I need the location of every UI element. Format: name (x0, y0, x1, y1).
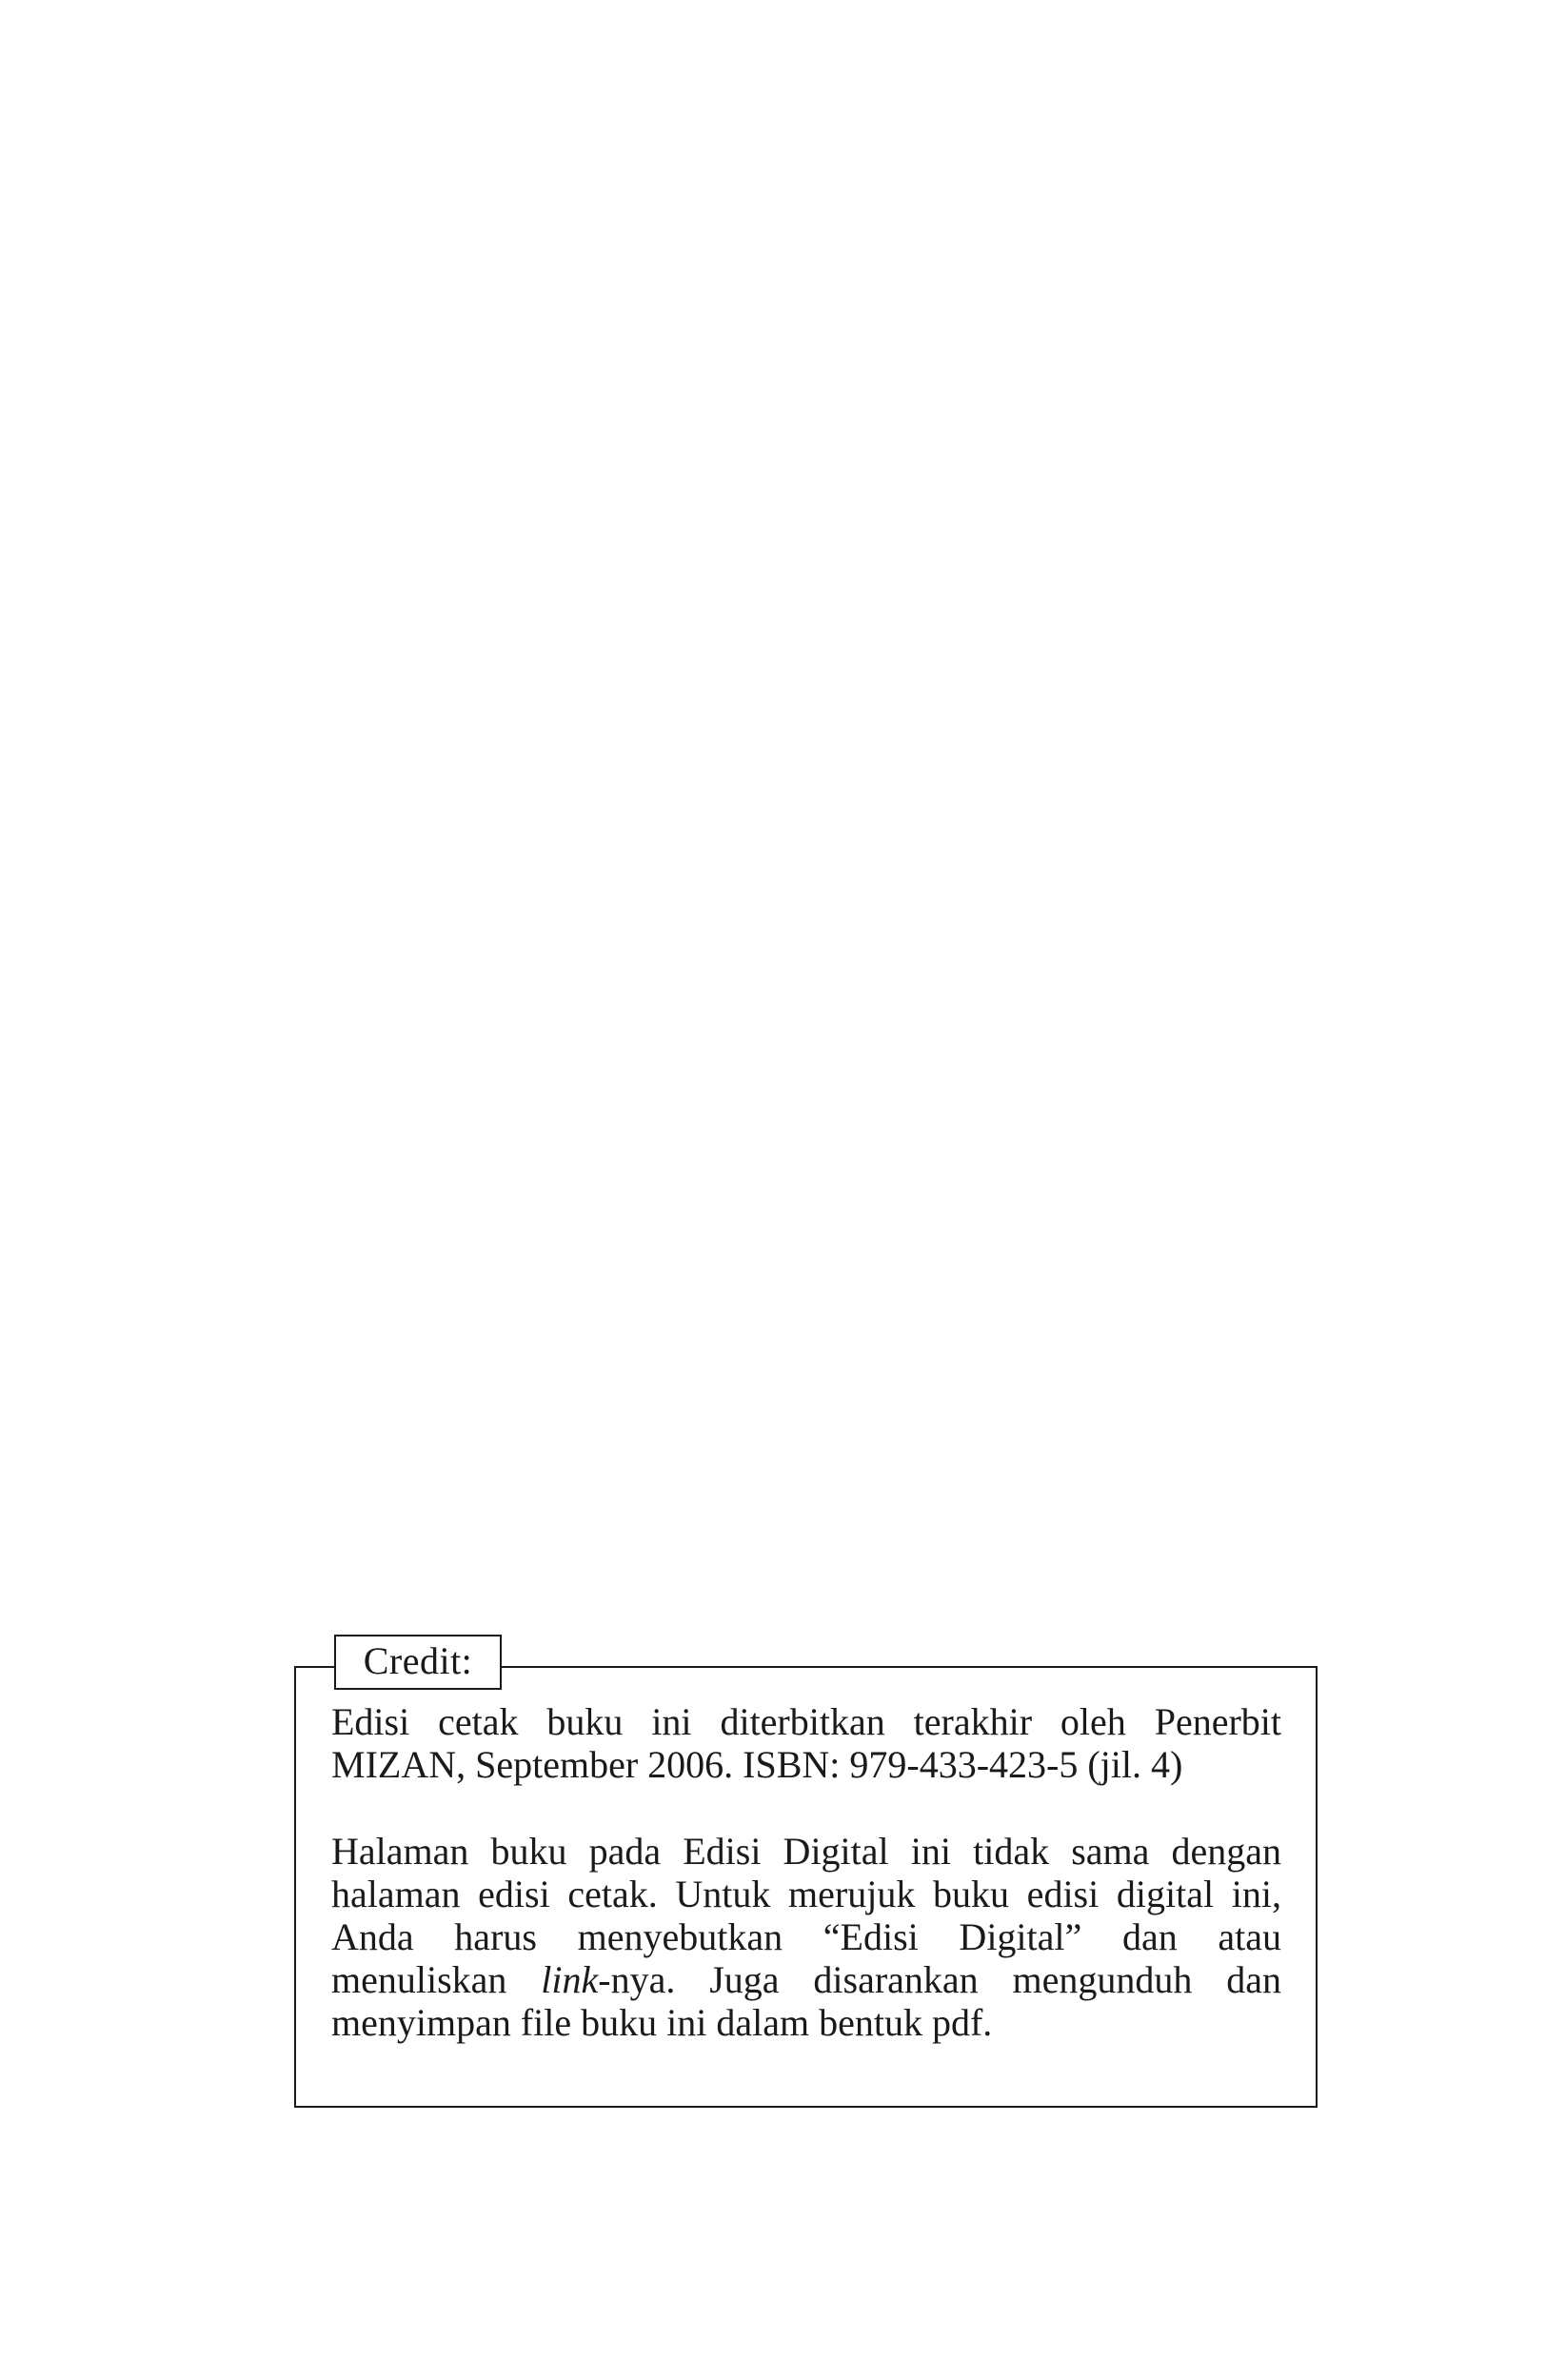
edition-paragraph (331, 1700, 1281, 1786)
digital-line-3: Anda harus menyebutkan “Edisi Digital” dan atau (331, 1915, 1281, 1958)
link-word: link (541, 1958, 599, 2001)
edition-line-2: MIZAN, September 2006. ISBN: 979-433-423-5 (jil. 4) (331, 1743, 1183, 1786)
digital-edition-paragraph (331, 1830, 1281, 2044)
digital-line-4-post: -nya. Juga disarankan mengunduh dan (598, 1958, 1281, 2001)
credit-body (331, 1700, 1281, 2044)
digital-line-4-pre: menuliskan (331, 1958, 542, 2001)
digital-line-4 (331, 1958, 1281, 2001)
credit-label: Credit: (334, 1635, 502, 1690)
digital-line-5: menyimpan file buku ini dalam bentuk pdf. (331, 2001, 993, 2044)
edition-line-1: Edisi cetak buku ini diterbitkan terakhir oleh Penerbit (331, 1700, 1281, 1743)
digital-line-2: halaman edisi cetak. Untuk merujuk buku edisi digital ini, (331, 1873, 1281, 1915)
digital-line-1: Halaman buku pada Edisi Digital ini tidak sama dengan (331, 1830, 1281, 1873)
